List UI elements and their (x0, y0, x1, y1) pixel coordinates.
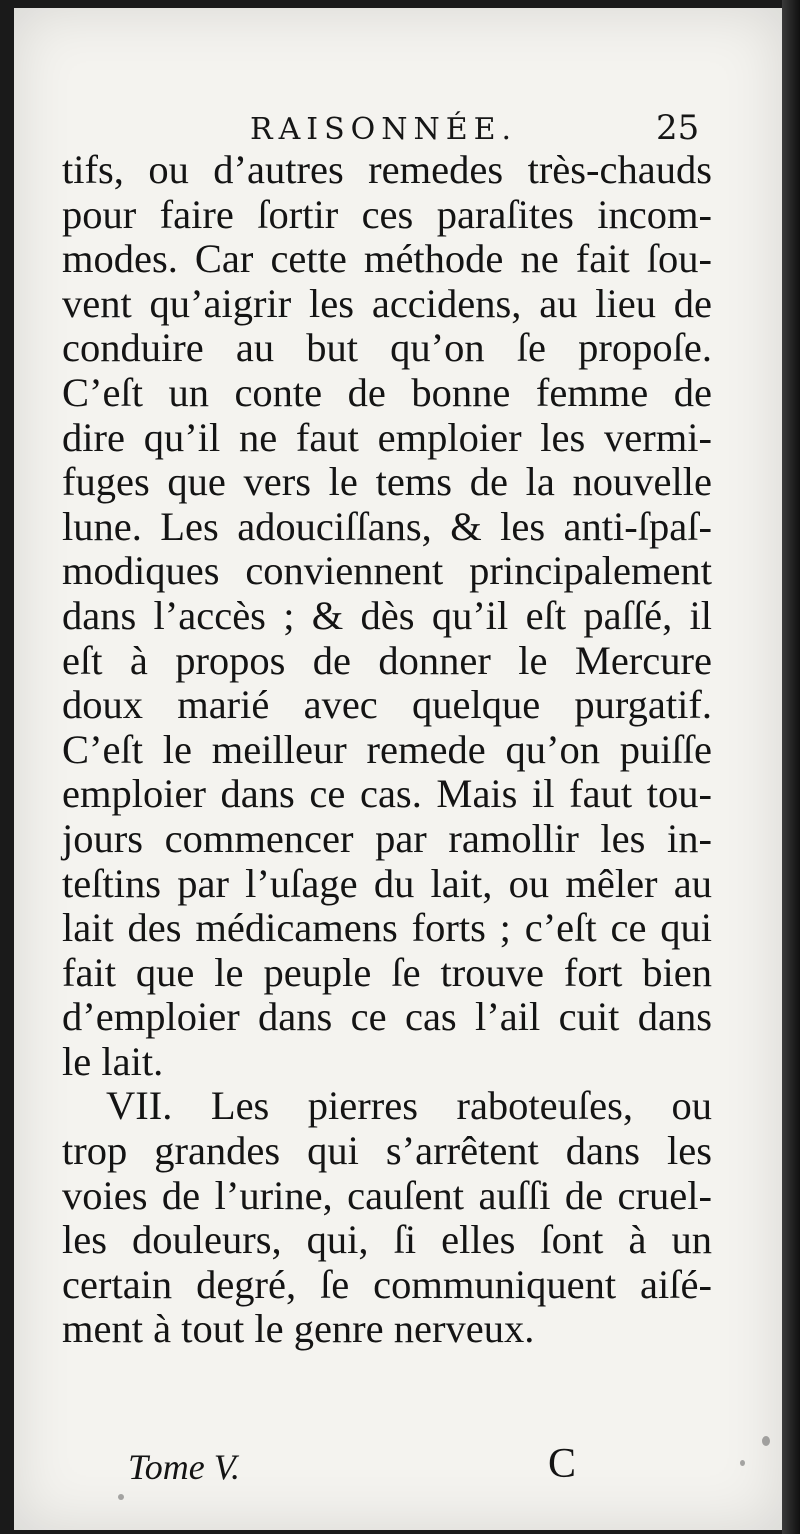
text-line-paragraph-end: ment à tout le genre nerveux. (62, 1306, 535, 1352)
text-line: modiques conviennent principalement (62, 548, 712, 594)
text-line-paragraph-end: le lait. (62, 1038, 164, 1084)
text-line: dire qu’il ne faut emploier les vermi- (62, 414, 712, 460)
text-line: les douleurs, qui, ſi elles ſont à un (62, 1217, 712, 1263)
text-line: modes. Car cette méthode ne fait ſou- (62, 236, 712, 282)
text-line: doux marié avec quelque purgatif. (62, 682, 712, 728)
sheet-mark: C (548, 1441, 577, 1487)
text-line: C’eſt le meilleur remede qu’on puiſſe (62, 726, 712, 772)
text-line: d’emploier dans ce cas l’ail cuit dans (62, 994, 712, 1040)
text-line: jours commencer par ramollir les in- (62, 815, 712, 861)
text-line: fait que le peuple ſe trouve fort bien (62, 949, 712, 995)
text-line: lait des médicamens forts ; c’eſt ce qui (62, 905, 712, 951)
text-line: trop grandes qui s’arrêtent dans les (62, 1128, 712, 1174)
volume-signature: Tome V. (128, 1447, 241, 1487)
text-line: vent qu’aigrir les accidens, au lieu de (62, 280, 712, 326)
text-line-paragraph-start: VII. Les pierres raboteuſes, ou (106, 1083, 712, 1129)
text-line: voies de l’urine, cauſent auſſi de cruel- (62, 1172, 712, 1218)
body-text (62, 148, 712, 1352)
page-edge-shadow (782, 0, 800, 1534)
text-line: dans l’accès ; & dès qu’il eſt paſſé, il (62, 592, 712, 638)
text-line: tifs, ou d’autres remedes très-chauds (62, 147, 712, 192)
text-line: certain degré, ſe communiquent aiſé- (62, 1261, 712, 1307)
paper-speck (740, 1460, 745, 1466)
running-head: RAISONNÉE. (250, 112, 518, 147)
page-number: 25 (656, 108, 700, 148)
text-line: teſtins par l’uſage du lait, ou mêler au (62, 860, 712, 906)
text-line: eſt à propos de donner le Mercure (62, 637, 712, 683)
text-line: pour faire ſortir ces paraſites incom- (62, 191, 712, 237)
paper-speck (118, 1494, 124, 1500)
paper-speck (762, 1436, 770, 1446)
text-line: C’eſt un conte de bonne femme de (62, 369, 712, 415)
text-line: fuges que vers le tems de la nouvelle (62, 459, 712, 505)
text-line: conduire au but qu’on ſe propoſe. (62, 325, 712, 371)
text-line: lune. Les adouciſſans, & les anti-ſpaſ- (62, 503, 712, 549)
text-line: emploier dans ce cas. Mais il faut tou- (62, 771, 712, 817)
